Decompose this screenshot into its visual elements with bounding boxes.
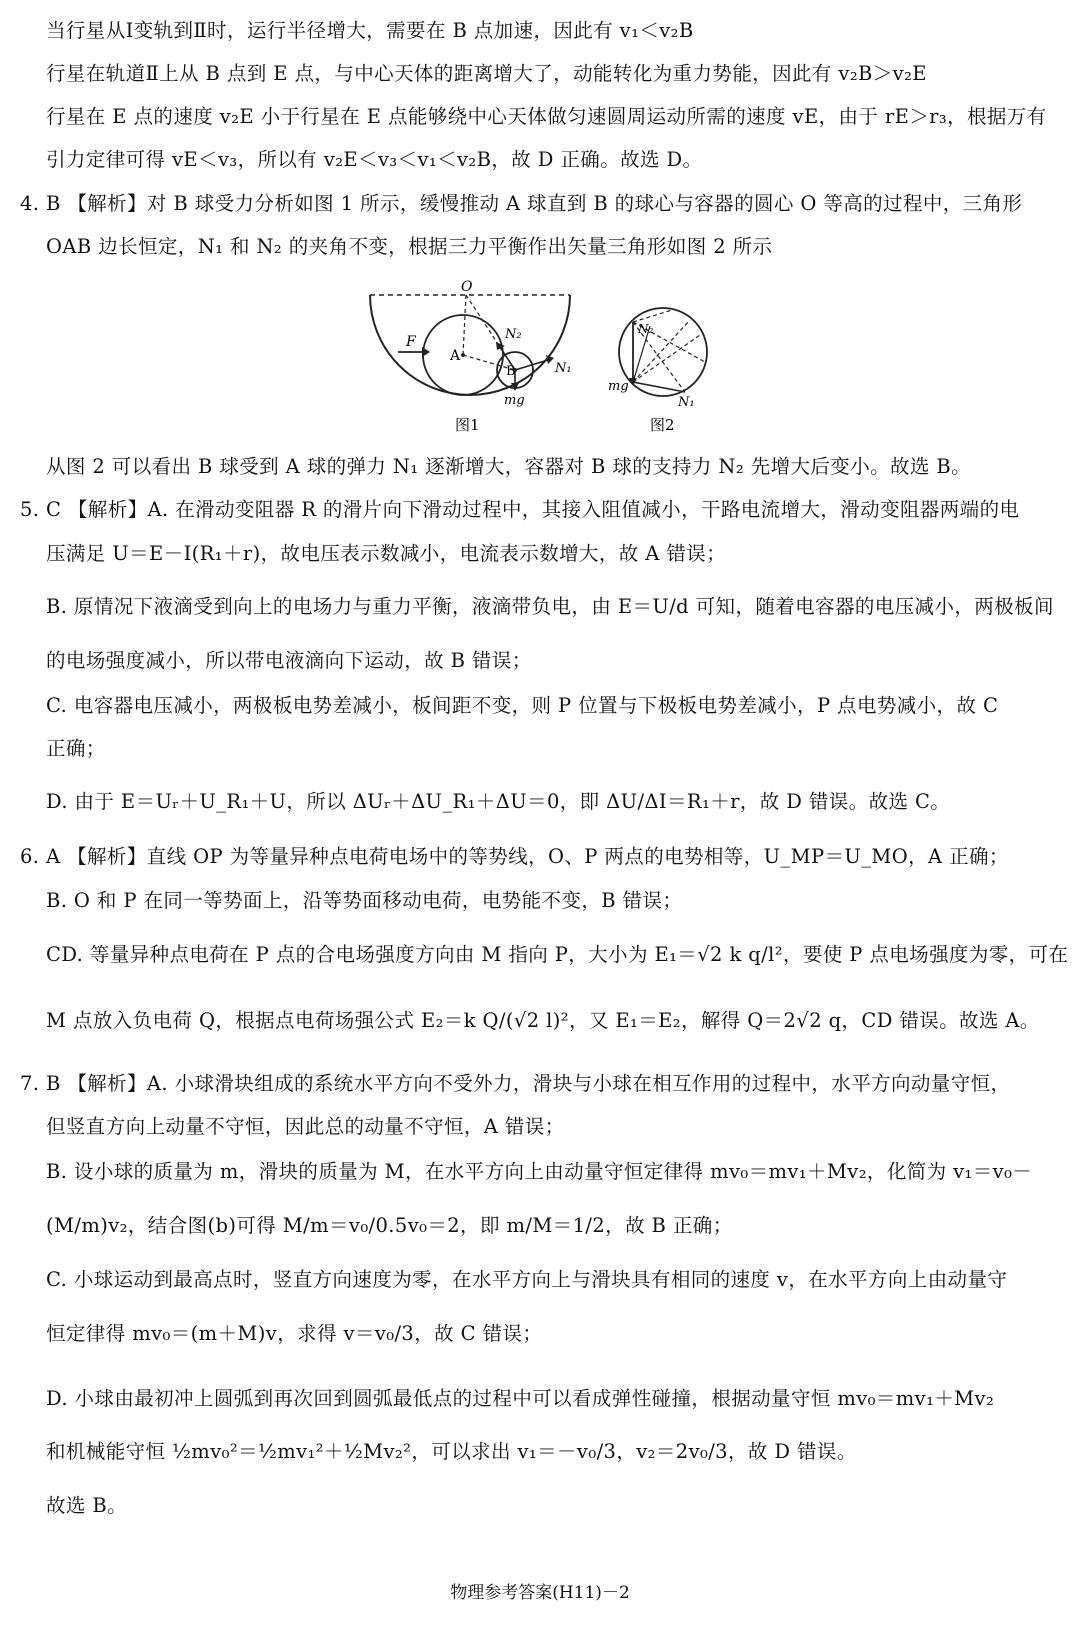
figure-svg bbox=[360, 280, 740, 450]
text-line: 引力定律可得 vE＜v₃，所以有 v₂E＜v₃＜v₁＜v₂B，故 D 正确。故选 D。 bbox=[46, 148, 703, 171]
text-line: OAB 边长恒定，N₁ 和 N₂ 的夹角不变，根据三力平衡作出矢量三角形如图 2 所示 bbox=[46, 235, 773, 258]
text-line: B. O 和 P 在同一等势面上，沿等势面移动电荷，电势能不变，B 错误； bbox=[46, 889, 683, 912]
label-a: A bbox=[450, 348, 461, 364]
text-line: 恒定律得 mv₀＝(m＋M)v，求得 v＝v₀/3，故 C 错误； bbox=[46, 1322, 543, 1345]
center-a-dot bbox=[461, 353, 465, 357]
text-line: 和机械能守恒 ½mv₀²＝½mv₁²＋½Mv₂²，可以求出 v₁＝－v₀/3，v₂＝2v₀/3，故 D 错误。 bbox=[46, 1440, 857, 1463]
text-line: 正确； bbox=[46, 737, 106, 760]
text-line: 的电场强度减小，所以带电液滴向下运动，故 B 错误； bbox=[46, 649, 532, 672]
text-line: M 点放入负电荷 Q，根据点电荷场强公式 E₂＝k Q/(√2 l)²，又 E₁＝E₂，解得 Q＝2√2 q，CD 错误。故选 A。 bbox=[46, 1009, 1040, 1032]
text-line: 当行星从Ⅰ变轨到Ⅱ时，运行半径增大，需要在 B 点加速，因此有 v₁＜v₂B bbox=[46, 19, 694, 42]
force-f-arrowhead bbox=[422, 347, 430, 357]
text-line: (M/m)v₂，结合图(b)可得 M/m＝v₀/0.5v₀＝2，即 m/M＝1/2，故 B 正确； bbox=[46, 1214, 733, 1237]
question-5-line: 5. C 【解析】A. 在滑动变阻器 R 的滑片向下滑动过程中，其接入阻值减小，干路电流增大，滑动变阻器两端的电 bbox=[20, 498, 1020, 521]
label-n1: N₁ bbox=[555, 361, 572, 376]
text-line: CD. 等量异种点电荷在 P 点的合电场强度方向由 M 指向 P，大小为 E₁＝√2 k q/l²，要使 P 点电场强度为零，可在 bbox=[46, 943, 1069, 966]
caption-fig2: 图2 bbox=[650, 416, 675, 434]
caption-fig1: 图1 bbox=[455, 416, 480, 434]
text-line: C. 电容器电压减小，两极板电势差减小，板间距不变，则 P 位置与下极板电势差减小，P 点电势减小，故 C bbox=[46, 694, 999, 717]
text-line: 压满足 U＝E－I(R₁＋r)，故电压表示数减小，电流表示数增大，故 A 错误； bbox=[46, 542, 727, 565]
fig2-label-n2: N₂ bbox=[638, 322, 654, 336]
text-line: 从图 2 可以看出 B 球受到 A 球的弹力 N₁ 逐渐增大，容器对 B 球的支持力 N₂ 先增大后变小。故选 B。 bbox=[46, 455, 972, 478]
physics-figure bbox=[360, 280, 740, 450]
label-o: O bbox=[461, 280, 473, 295]
label-mg: mg bbox=[504, 393, 525, 408]
text-line: B. 原情况下液滴受到向上的电场力与重力平衡，液滴带负电，由 E＝U/d 可知，随着电容器的电压减小，两极板间 bbox=[46, 595, 1054, 618]
text-line: D. 小球由最初冲上圆弧到再次回到圆弧最低点的过程中可以看成弹性碰撞，根据动量守恒 mv₀＝mv₁＋Mv₂ bbox=[46, 1387, 995, 1410]
container-arc bbox=[370, 295, 570, 395]
text-line: 故选 B。 bbox=[46, 1494, 128, 1517]
text-line: D. 由于 E＝Uᵣ＋U_R₁＋U，所以 ΔUᵣ＋ΔU_R₁＋ΔU＝0，即 ΔU/ΔI＝R₁＋r，故 D 错误。故选 C。 bbox=[46, 790, 951, 813]
question-4-line: 4. B 【解析】对 B 球受力分析如图 1 所示，缓慢推动 A 球直到 B 的球心与容器的圆心 O 等高的过程中，三角形 bbox=[20, 192, 1023, 215]
fig2-label-mg: mg bbox=[608, 379, 629, 394]
question-6-line: 6. A 【解析】直线 OP 为等量异种点电荷电场中的等势线，O、P 两点的电势相等，U_MP＝U_MO，A 正确； bbox=[20, 845, 1009, 868]
text-line: 但竖直方向上动量不守恒，因此总的动量不守恒，A 错误； bbox=[46, 1115, 565, 1138]
dashed-oa bbox=[463, 295, 466, 355]
label-b: B bbox=[506, 364, 516, 379]
page-footer: 物理参考答案(H11)－2 bbox=[450, 1583, 630, 1603]
fig2-dashed-2 bbox=[633, 335, 700, 382]
text-line: B. 设小球的质量为 m，滑块的质量为 M，在水平方向上由动量守恒定律得 mv₀＝mv₁＋Mv₂，化简为 v₁＝v₀－ bbox=[46, 1160, 1033, 1183]
text-line: C. 小球运动到最高点时，竖直方向速度为零，在水平方向上与滑块具有相同的速度 v，在水平方向上由动量守 bbox=[46, 1268, 1008, 1291]
text-line: 行星在轨道Ⅱ上从 B 点到 E 点，与中心天体的距离增大了，动能转化为重力势能，因此有 v₂B＞v₂E bbox=[46, 62, 927, 85]
question-7-line: 7. B 【解析】A. 小球滑块组成的系统水平方向不受外力，滑块与小球在相互作用的过程中，水平方向动量守恒， bbox=[20, 1072, 1011, 1095]
fig2-label-n1: N₁ bbox=[678, 395, 695, 410]
text-line: 行星在 E 点的速度 v₂E 小于行星在 E 点能够绕中心天体做匀速圆周运动所需的速度 vE，由于 rE＞r₃，根据万有 bbox=[46, 105, 1047, 128]
label-n2: N₂ bbox=[505, 327, 522, 342]
label-f: F bbox=[406, 334, 416, 350]
